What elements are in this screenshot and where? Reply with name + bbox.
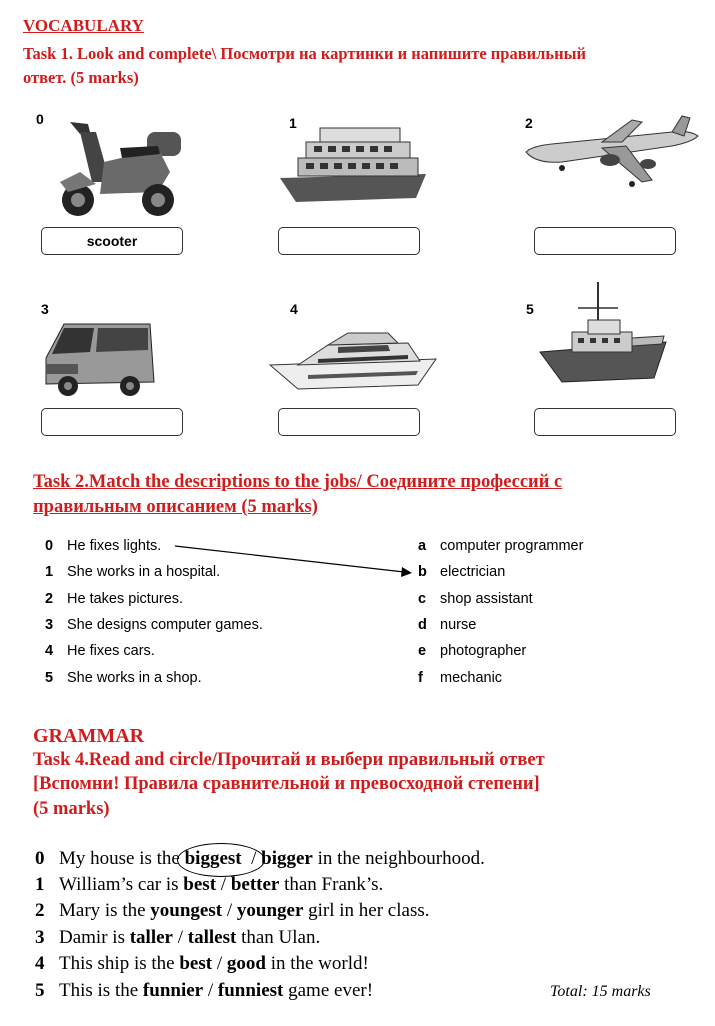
answer-circle — [177, 843, 265, 877]
item-number: 1 — [289, 115, 297, 131]
description-row: 1 She works in a hospital. — [45, 564, 221, 580]
grammar-heading: GRAMMAR — [33, 725, 145, 747]
task1-subtitle: ответ. (5 marks) — [23, 68, 139, 87]
option-a[interactable]: taller — [129, 927, 173, 948]
option-a[interactable]: biggest — [185, 848, 242, 869]
item-number: 4 — [290, 301, 298, 317]
task2-subtitle: правильным описанием (5 marks) — [33, 497, 318, 517]
option-b[interactable]: younger — [236, 900, 304, 921]
task4-subtitle: [Вспомни! Правила сравнительной и превосходной степени] — [33, 774, 540, 794]
job-row: e photographer — [418, 643, 527, 659]
grammar-item: 4 This ship is the best / good in the world! — [35, 953, 369, 974]
task2-title: Task 2.Match the descriptions to the jobs/ Соедините профессий с — [33, 472, 563, 492]
item-number: 3 — [41, 301, 49, 317]
option-b[interactable]: funniest — [217, 980, 284, 1001]
job-row: d nurse — [418, 617, 477, 633]
grammar-item: 5 This is the funnier / funniest game ever! — [35, 980, 374, 1001]
description-row: 2 He takes pictures. — [45, 591, 184, 607]
vocabulary-heading: VOCABULARY — [23, 16, 144, 35]
description-row: 5 She works in a shop. — [45, 670, 202, 686]
option-b[interactable]: bigger — [261, 848, 313, 869]
task4-title: Task 4.Read and circle/Прочитай и выбери правильный ответ — [33, 750, 545, 770]
job-row: b electrician — [418, 564, 506, 580]
grammar-item: 2 Mary is the youngest / younger girl in her class. — [35, 900, 430, 921]
grammar-item: 3 Damir is taller / tallest than Ulan. — [35, 927, 321, 948]
option-a[interactable]: best — [179, 953, 213, 974]
item-number: 5 — [526, 301, 534, 317]
option-b[interactable]: tallest — [187, 927, 237, 948]
description-row: 3 She designs computer games. — [45, 617, 263, 633]
option-a[interactable]: youngest — [150, 900, 223, 921]
item-number: 2 — [525, 115, 533, 131]
description-row: 0 He fixes lights. — [45, 538, 162, 554]
option-a[interactable]: best — [183, 874, 217, 895]
item-number: 0 — [36, 111, 44, 127]
answer-box-0[interactable]: scooter — [41, 227, 183, 255]
job-row: f mechanic — [418, 670, 503, 686]
job-row: c shop assistant — [418, 591, 533, 607]
grammar-item: 1 William’s car is best / better than Frank’s. — [35, 874, 384, 895]
option-b[interactable]: better — [230, 874, 280, 895]
task4-marks: (5 marks) — [33, 799, 110, 819]
job-row: a computer programmer — [418, 538, 584, 554]
grammar-item: 0 My house is the biggest / bigger in the neighbourhood. — [35, 848, 485, 870]
task1-title: Task 1. Look and complete\ Посмотри на картинки и напишите правильный — [23, 44, 587, 63]
option-a[interactable]: funnier — [142, 980, 204, 1001]
total-marks: Total: 15 marks — [550, 983, 651, 1000]
description-row: 4 He fixes cars. — [45, 643, 155, 659]
option-b[interactable]: good — [226, 953, 266, 974]
